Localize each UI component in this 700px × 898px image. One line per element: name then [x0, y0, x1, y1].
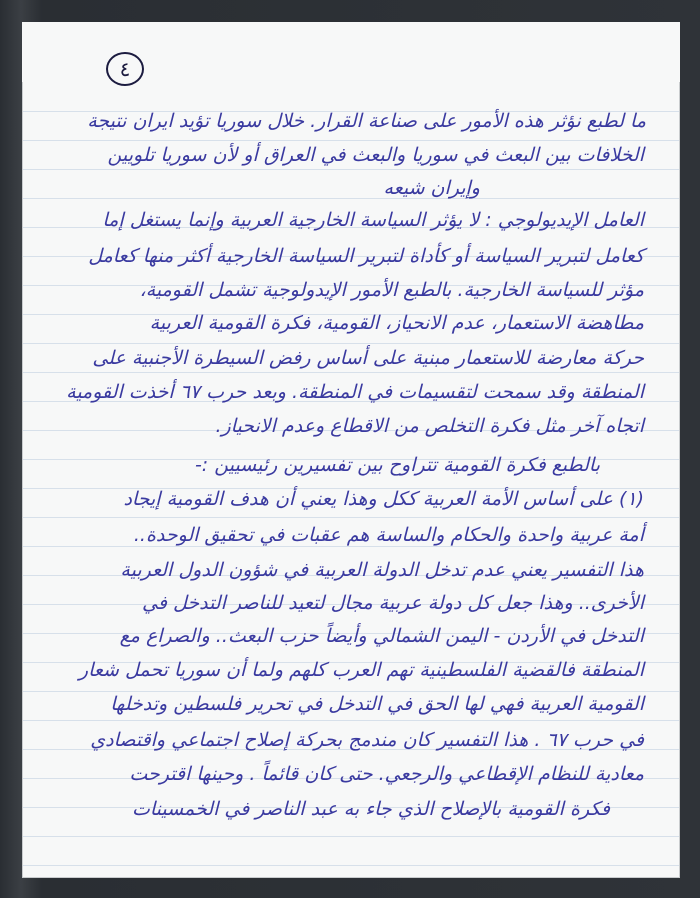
text-line-9: المنطقة وقد سمحت لتقسيمات في المنطقة. وبعد حرب ٦٧ أخذت القومية [66, 381, 644, 403]
text-line-10: اتجاه آخر مثل فكرة التخلص من الاقطاع وعدم الانحياز. [215, 415, 644, 437]
text-line-20: معادية للنظام الإقطاعي والرجعي. حتى كان قائماً . وحينها اقترحت [129, 763, 644, 785]
text-line-6: مؤثر للسياسة الخارجية. بالطبع الأمور الإيدولوجية تشمل القومية، [139, 279, 644, 301]
text-line-3: وإيران شيعه [383, 177, 480, 199]
text-line-5: كعامل لتبرير السياسة أو كأداة لتبرير السياسة الخارجية أكثر منها كعامل [88, 245, 644, 267]
text-line-2: الخلافات بين البعث في سوريا والبعث في العراق أو لأن سوريا تلويين [107, 144, 644, 166]
text-line-18: القومية العربية فهي لها الحق في التدخل في تحرير فلسطين وتدخلها [110, 693, 644, 715]
handwritten-page [22, 22, 680, 878]
text-line-7: مطاهضة الاستعمار، عدم الانحياز، القومية، فكرة القومية العربية [149, 312, 644, 334]
text-line-17: المنطقة فالقضية الفلسطينية تهم العرب كلهم ولما أن سوريا تحمل شعار [78, 659, 644, 681]
text-line-13: أمة عربية واحدة والحكام والساسة هم عقبات في تحقيق الوحدة.. [133, 524, 644, 546]
text-line-8: حركة معارضة للاستعمار مبنية على أساس رفض السيطرة الأجنبية على [92, 347, 644, 369]
text-line-15: الأخرى.. وهذا جعل كل دولة عربية مجال لتعيد للناصر التدخل في [142, 592, 644, 614]
text-line-1: ما لطبع نؤثر هذه الأمور على صناعة القرار. خلال سوريا تؤيد ايران نتيجة [87, 110, 646, 132]
text-line-12: (١) على أساس الأمة العربية ككل وهذا يعني أن هدف القومية إيجاد [123, 488, 644, 510]
page-number: ٤ [106, 52, 144, 86]
text-line-16: التدخل في الأردن - اليمن الشمالي وأيضاً حزب البعث.. والصراع مع [119, 625, 644, 647]
text-line-4: العامل الإيديولوجي : لا يؤثر السياسة الخارجية العربية وإنما يستغل إما [102, 209, 644, 231]
text-line-11: بالطبع فكرة القومية تتراوح بين تفسيرين رئيسيين :- [194, 454, 600, 476]
text-line-14: هذا التفسير يعني عدم تدخل الدولة العربية في شؤون الدول العربية [120, 559, 644, 581]
text-line-19: في حرب ٦٧ . هذا التفسير كان مندمج بحركة إصلاح اجتماعي واقتصادي [90, 729, 644, 751]
text-line-21: فكرة القومية بالإصلاح الذي جاء به عبد الناصر في الخمسينات [131, 798, 610, 820]
